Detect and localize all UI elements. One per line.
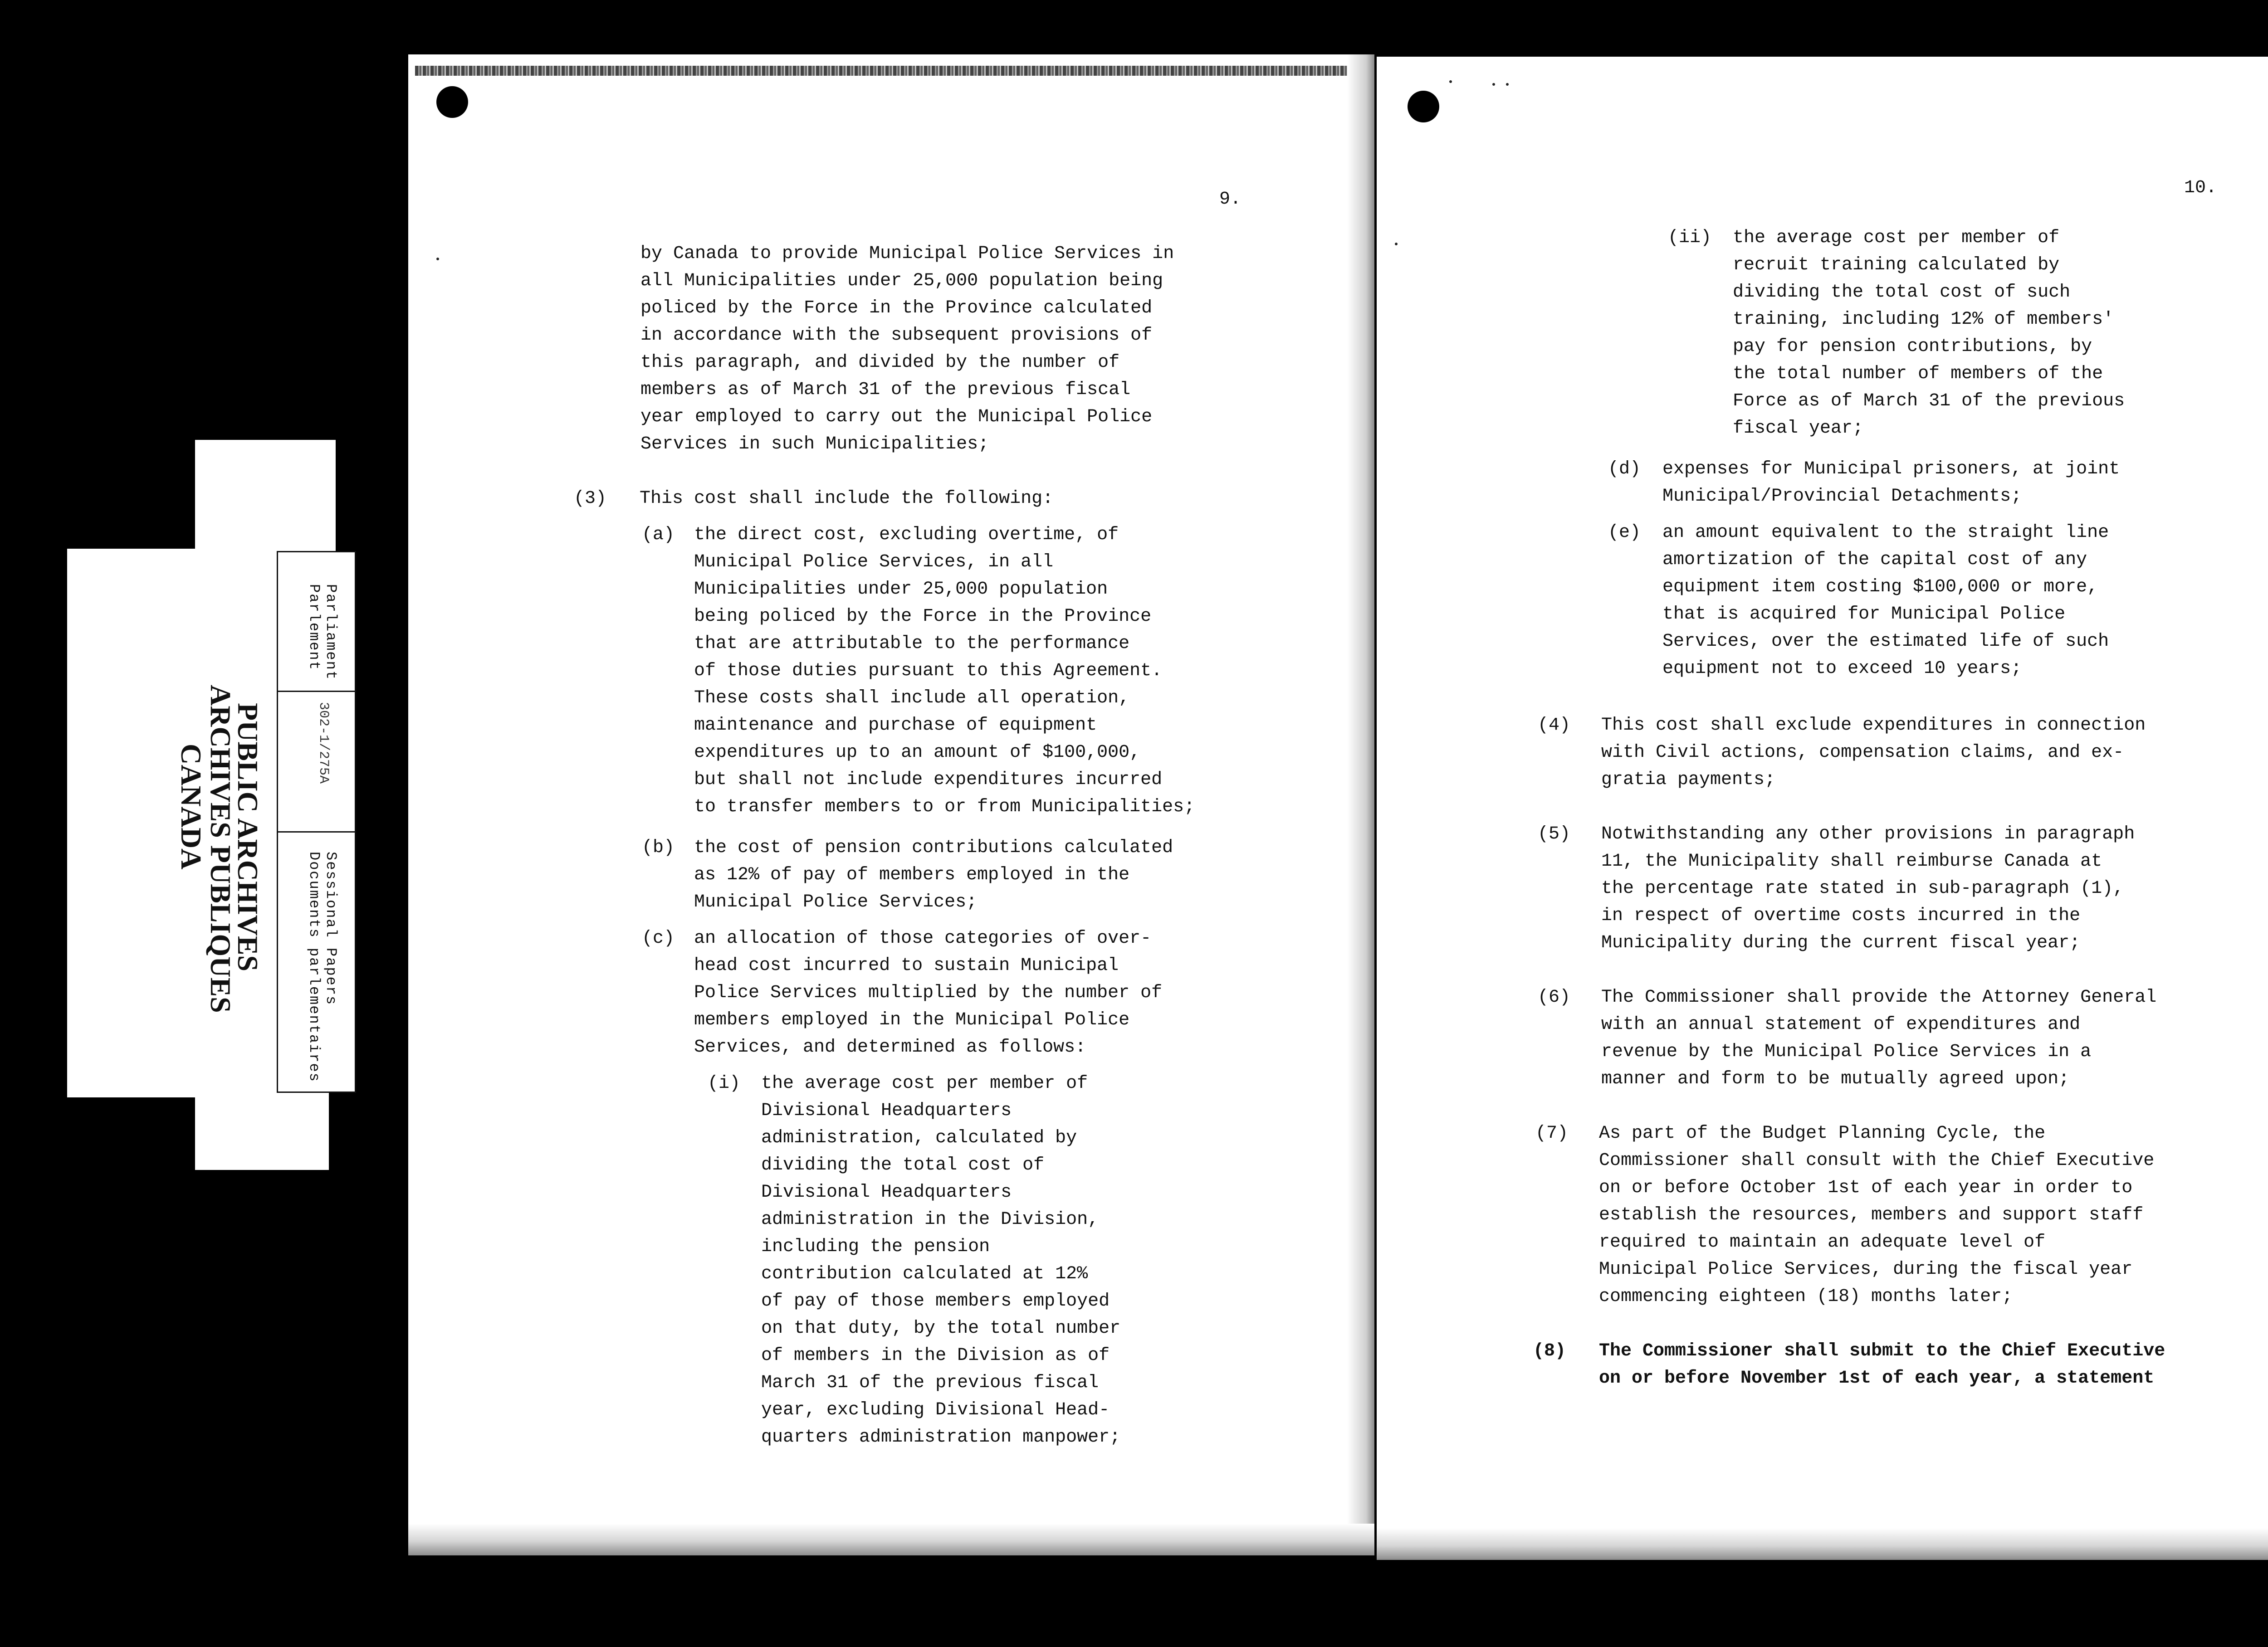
text-line: in respect of overtime costs incurred in the [1601,906,2081,926]
text-line: in accordance with the subsequent provisions of [640,325,1153,346]
text-line: Municipal Police Services, in all [694,552,1054,572]
text-line: on that duty, by the total number [761,1318,1121,1339]
text-line: equipment not to exceed 10 years; [1662,658,2022,679]
page-number: 9. [1219,189,1242,210]
text-line: quarters administration manpower; [761,1427,1121,1447]
paragraph-marker: (3) [574,488,607,509]
text-line: This cost shall exclude expenditures in connection [1601,715,2146,736]
text-line: of those duties pursuant to this Agreement. [694,661,1163,681]
strip-divider [278,831,355,833]
text-line: Divisional Headquarters [761,1101,1012,1121]
archive-line-3: CANADA [175,744,207,870]
page-number: 10. [2184,178,2217,198]
text-line: the percentage rate stated in sub-paragraph (1), [1601,878,2124,899]
text-line: by Canada to provide Municipal Police Services in [640,244,1174,264]
text-line: an amount equivalent to the straight line [1662,522,2109,543]
page-edge-top [415,66,1368,76]
text-line: contribution calculated at 12% [761,1264,1088,1284]
text-line: Municipal/Provincial Detachments; [1662,486,2022,507]
archive-line-2: ARCHIVES PUBLIQUES [205,685,237,1013]
item-marker: (c) [642,928,675,949]
text-line: fiscal year; [1733,418,1864,439]
parliament-fr: Parlement [306,584,323,671]
text-line: this paragraph, and divided by the number of [640,352,1120,373]
page-edge-bottom [408,1524,1374,1555]
parliament-en: Parliament [323,584,339,681]
text-line: administration, calculated by [761,1128,1077,1148]
text-line: members employed in the Municipal Police [694,1010,1130,1030]
text-line: Municipalities under 25,000 population [694,579,1108,599]
text-line: Divisional Headquarters [761,1182,1012,1203]
item-marker: (e) [1608,522,1641,543]
text-line: 11, the Municipality shall reimburse Canada at [1601,851,2102,872]
text-line: maintenance and purchase of equipment [694,715,1097,736]
text-line: dividing the total cost of [761,1155,1045,1175]
text-line: with Civil actions, compensation claims, and ex- [1601,742,2124,763]
text-line: the average cost per member of [1733,228,2060,248]
text-line: including the pension [761,1237,990,1257]
text-line: equipment item costing $100,000 or more, [1662,577,2098,597]
text-line: expenditures up to an amount of $100,000, [694,742,1141,763]
page-10 [1377,57,2268,1560]
speck [1395,243,1398,245]
text-line: March 31 of the previous fiscal [761,1373,1099,1393]
text-line: dividing the total cost of such [1733,282,2071,302]
text-line: as 12% of pay of members employed in the [694,865,1130,885]
text-line: Services, over the estimated life of such [1662,631,2109,652]
item-marker: (d) [1608,459,1641,479]
text-line: revenue by the Municipal Police Services in a [1601,1042,2092,1062]
text-line: The Commissioner shall provide the Attorney General [1601,987,2157,1008]
text-line: Municipality during the current fiscal year; [1601,933,2081,953]
text-line: establish the resources, members and support staff [1599,1205,2144,1225]
text-line: As part of the Budget Planning Cycle, the [1599,1123,2046,1144]
text-line: an allocation of those categories of over- [694,928,1152,949]
text-line: Municipal Police Services, during the fiscal year [1599,1259,2133,1280]
text-line: year, excluding Divisional Head- [761,1400,1110,1420]
text-line: Services in such Municipalities; [640,434,989,454]
paragraph-marker: (8) [1533,1341,1566,1361]
text-line: administration in the Division, [761,1209,1099,1230]
text-line: the direct cost, excluding overtime, of [694,525,1119,545]
text-line: Commissioner shall consult with the Chief Executive [1599,1150,2155,1171]
paragraph-marker: (6) [1538,987,1571,1008]
text-line: Notwithstanding any other provisions in paragraph [1601,824,2135,844]
text-line: commencing eighteen (18) months later; [1599,1286,2013,1307]
text-line: but shall not include expenditures incurred [694,770,1163,790]
text-line: with an annual statement of expenditures and [1601,1014,2081,1035]
archive-reference-strip [277,551,356,1093]
text-line: gratia payments; [1601,770,1776,790]
sub-item-marker: (i) [708,1073,741,1094]
archive-line-1: PUBLIC ARCHIVES [232,703,264,972]
text-line: expenses for Municipal prisoners, at joint [1662,459,2120,479]
punch-hole [436,86,468,118]
paragraph-3-text: This cost shall include the following: [640,488,1054,509]
archive-label-tab-top [195,440,336,551]
text-line: recruit training calculated by [1733,255,2060,275]
call-number: 302-1/275A [316,702,331,784]
sub-item-marker: (ii) [1668,228,1712,248]
speck [436,258,439,260]
strip-divider [278,691,355,692]
text-line: manner and form to be mutually agreed upon; [1601,1069,2070,1089]
text-line: that are attributable to the performance [694,633,1130,654]
sessional-en: Sessional Papers [323,852,339,1006]
paragraph-marker: (5) [1538,824,1571,844]
text-line: Municipal Police Services; [694,892,978,912]
text-line: amortization of the capital cost of any [1662,550,2087,570]
text-line: being policed by the Force in the Province [694,606,1152,627]
speck [1449,80,1452,83]
paragraph-marker: (4) [1538,715,1571,736]
text-line: of members in the Division as of [761,1345,1110,1366]
text-line: Services, and determined as follows: [694,1037,1086,1057]
text-line: pay for pension contributions, by [1733,336,2092,357]
text-line: on or before October 1st of each year in order to [1599,1178,2133,1198]
text-line: members as of March 31 of the previous fiscal [640,380,1131,400]
page-9 [408,54,1374,1555]
text-line: that is acquired for Municipal Police [1662,604,2066,624]
item-marker: (a) [642,525,675,545]
speck [1492,83,1495,86]
punch-hole [1408,91,1439,122]
text-line: to transfer members to or from Municipalities; [694,797,1195,817]
text-line: year employed to carry out the Municipal Police [640,407,1153,427]
text-line: of pay of those members employed [761,1291,1110,1311]
page-edge-bottom [1377,1528,2268,1560]
text-line: all Municipalities under 25,000 population being [640,271,1163,291]
text-line: Police Services multiplied by the number of [694,983,1163,1003]
text-line: The Commissioner shall submit to the Chief Executive [1599,1341,2165,1361]
paragraph-marker: (7) [1535,1123,1569,1144]
text-line: the average cost per member of [761,1073,1088,1094]
text-line: Force as of March 31 of the previous [1733,391,2125,411]
text-line: required to maintain an adequate level of [1599,1232,2046,1252]
speck [1506,83,1509,86]
text-line: policed by the Force in the Province calculated [640,298,1153,318]
page-edge-right [1347,54,1374,1555]
text-line: These costs shall include all operation, [694,688,1130,708]
item-marker: (b) [642,838,675,858]
text-line: the cost of pension contributions calculated [694,838,1173,858]
archive-label-tab-bottom [195,1093,329,1170]
archive-label [67,549,285,1097]
text-line: the total number of members of the [1733,364,2103,384]
text-line: on or before November 1st of each year, a statement [1599,1368,2155,1389]
sessional-fr: Documents parlementaires [306,852,323,1082]
text-line: training, including 12% of members' [1733,309,2114,330]
text-line: head cost incurred to sustain Municipal [694,955,1119,976]
